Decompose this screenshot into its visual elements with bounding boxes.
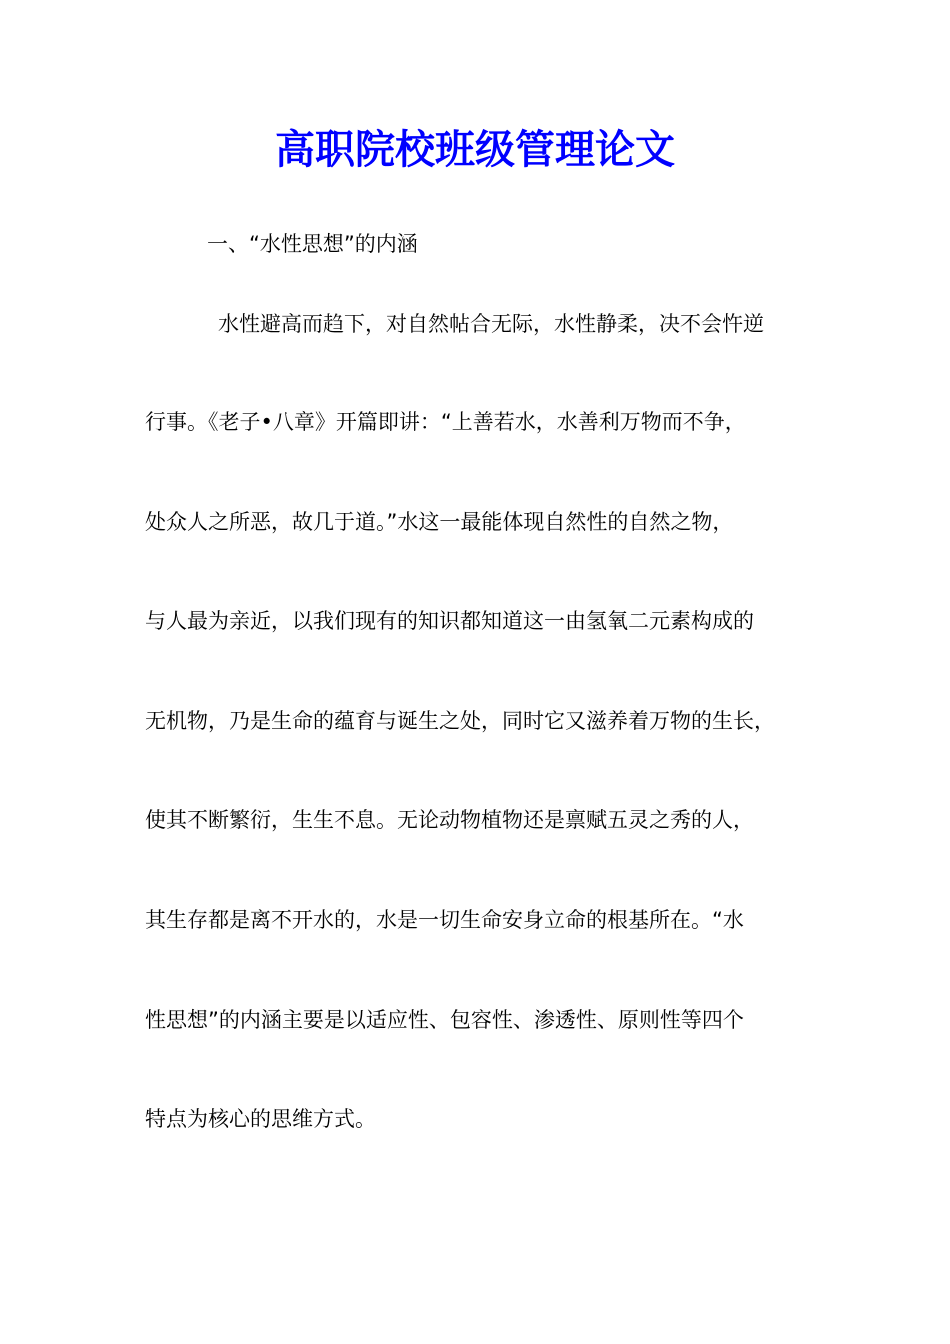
paragraph-line: 其生存都是离不开水的，水是一切生命安身立命的根基所在。“水 bbox=[145, 908, 744, 932]
paragraph-line: 水性避高而趋下，对自然帖合无际，水性静柔，决不会忤逆 bbox=[218, 312, 764, 336]
document-title: 高职院校班级管理论文 bbox=[275, 126, 675, 173]
paragraph-line: 无机物，乃是生命的蕴育与诞生之处，同时它又滋养着万物的生长， bbox=[145, 709, 775, 733]
paragraph-line: 性思想”的内涵主要是以适应性、包容性、渗透性、原则性等四个 bbox=[145, 1008, 744, 1032]
paragraph-line: 与人最为亲近，以我们现有的知识都知道这一由氢氧二元素构成的 bbox=[145, 609, 754, 633]
paragraph-line: 特点为核心的思维方式。 bbox=[145, 1107, 376, 1131]
paragraph-line: 行事。《老子•八章》开篇即讲：“上善若水，水善利万物而不争， bbox=[145, 410, 746, 434]
paragraph-line: 使其不断繁衍，生生不息。无论动物植物还是禀赋五灵之秀的人， bbox=[145, 808, 754, 832]
paragraph-line: 处众人之所恶，故几于道。”水这一最能体现自然性的自然之物， bbox=[145, 510, 734, 534]
section-heading: 一、“水性思想”的内涵 bbox=[207, 232, 418, 256]
